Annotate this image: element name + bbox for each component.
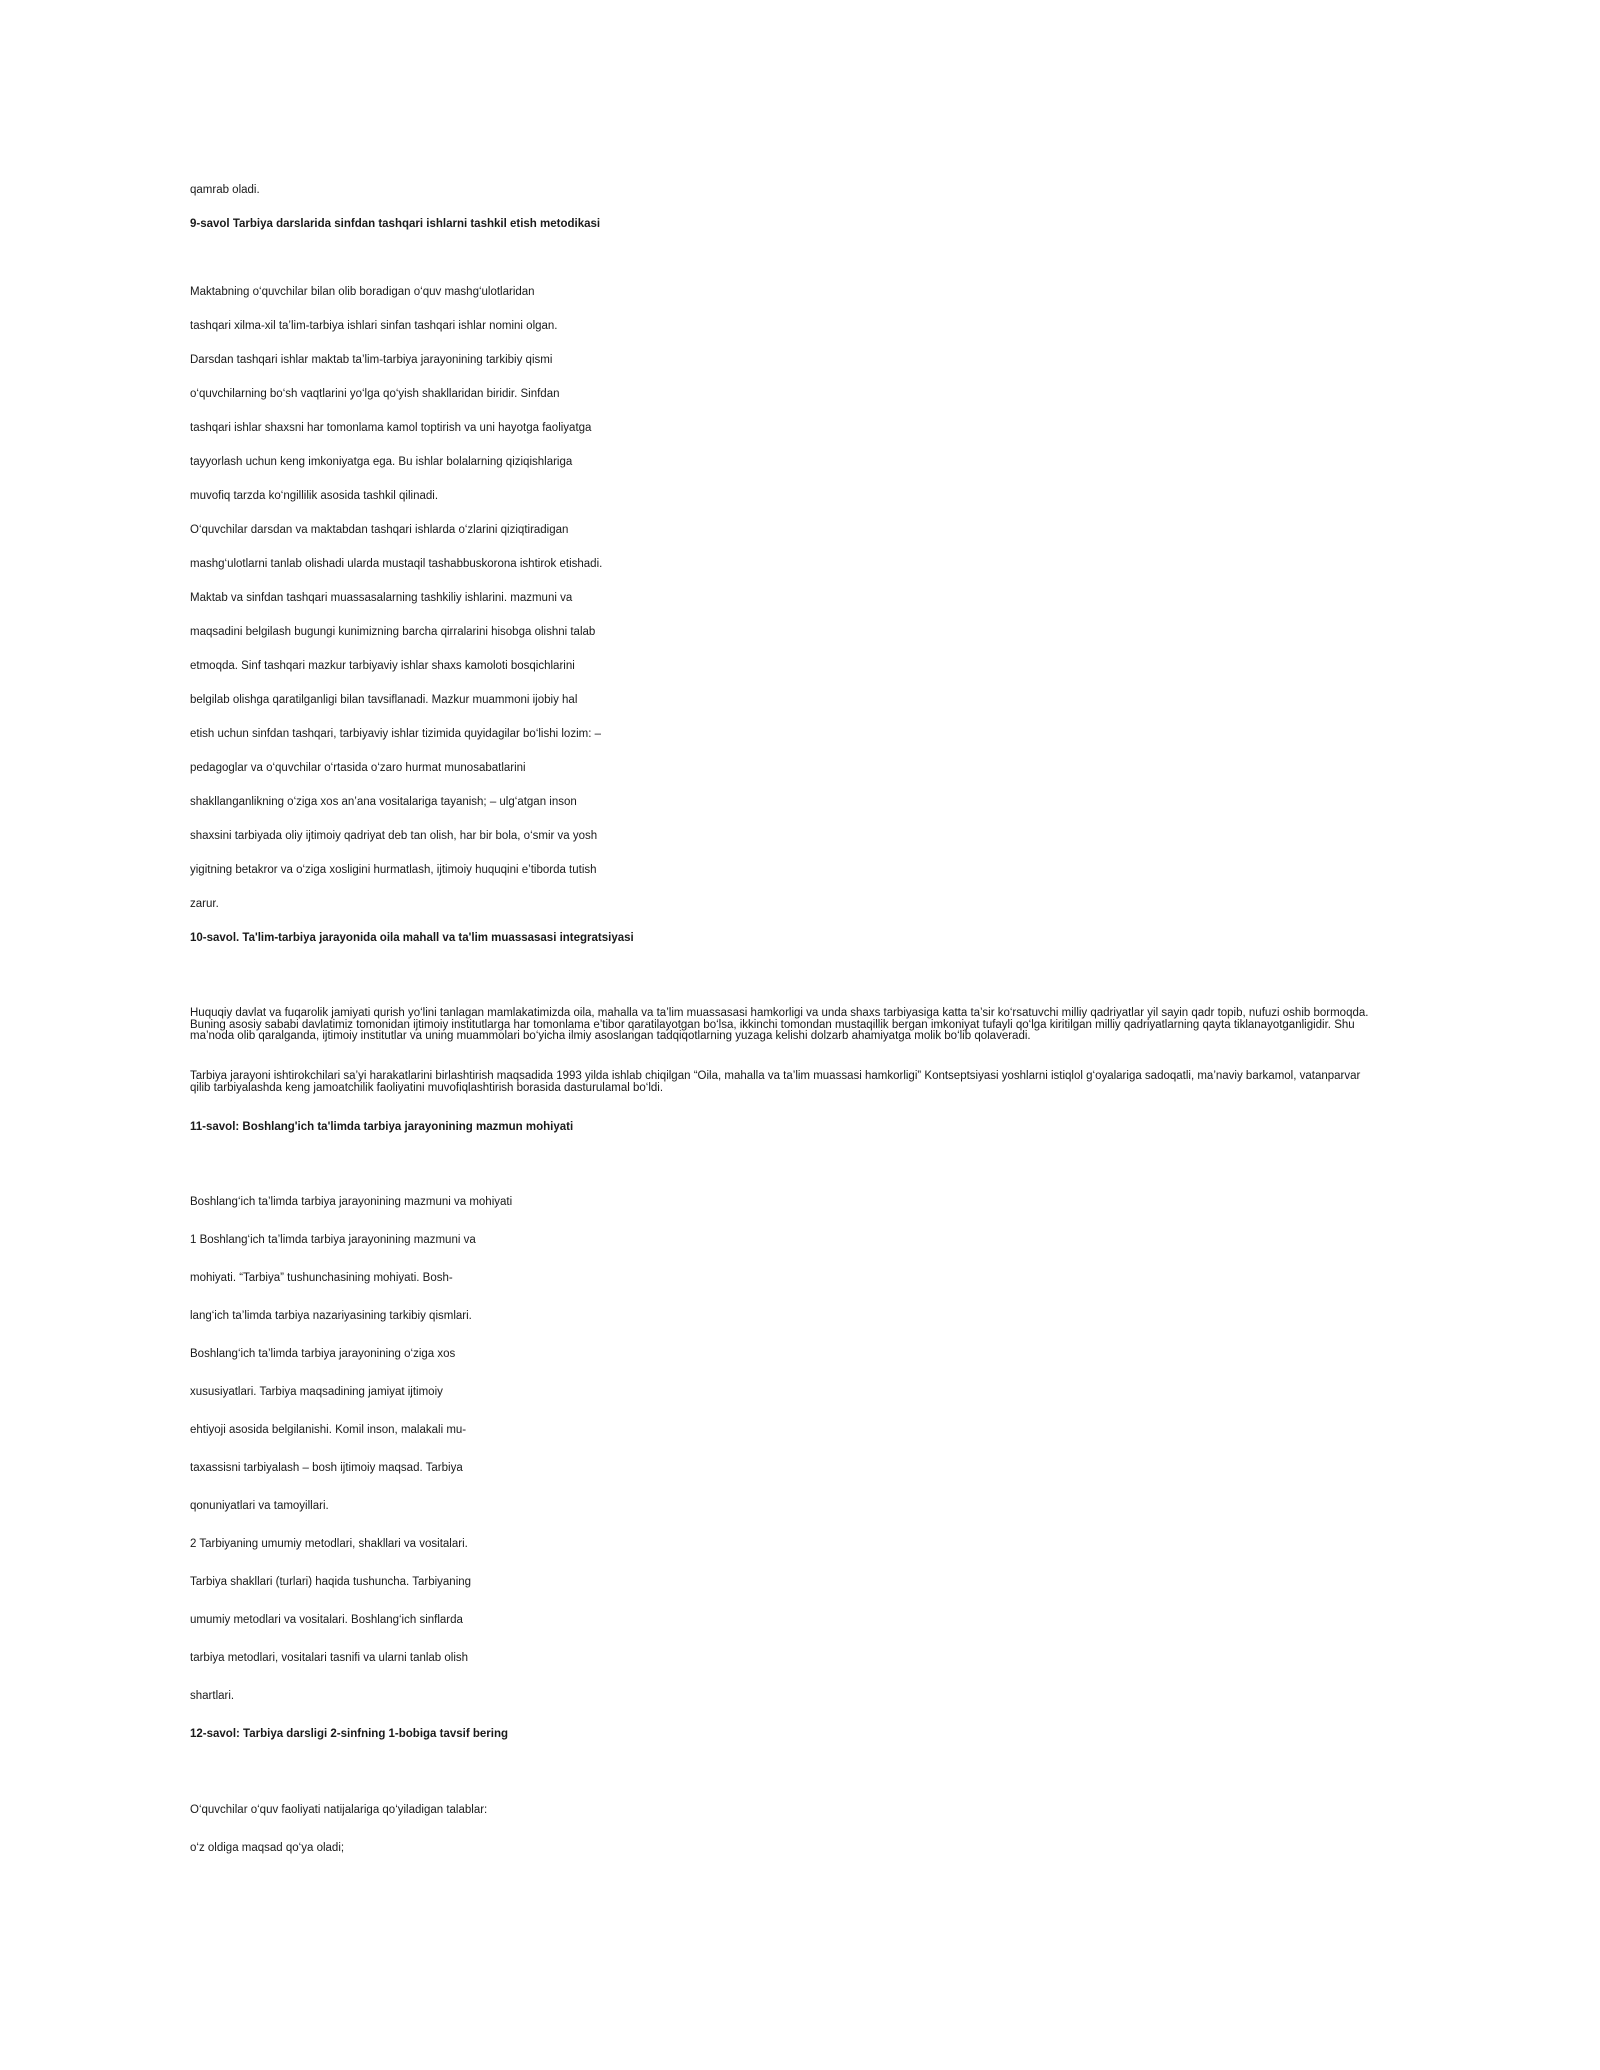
q11-line: 1 Boshlang‘ich ta’limda tarbiya jarayonining mazmuni va xyxy=(190,1234,476,1246)
q11-line: tarbiya metodlari, vositalari tasnifi va ularni tanlab olish xyxy=(190,1652,469,1664)
q9-line: tashqari xilma-xil ta’lim-tarbiya ishlari sinfan tashqari ishlar nomini olgan. xyxy=(190,320,558,332)
q9-line: shakllanganlikning o‘ziga xos an’ana vositalariga tayanish; – ulg‘atgan inson xyxy=(190,796,577,808)
q11-line: umumiy metodlari va vositalari. Boshlang‘ich sinflarda xyxy=(190,1614,463,1626)
q11-line: ehtiyoji asosida belgilanishi. Komil inson, malakali mu- xyxy=(190,1424,467,1436)
q9-line: belgilab olishga qaratilganligi bilan tavsiflanadi. Mazkur muammoni ijobiy hal xyxy=(190,694,578,706)
q11-line: 2 Tarbiyaning umumiy metodlari, shakllari va vositalari. xyxy=(190,1538,468,1550)
question-11-heading: 11-savol: Boshlang'ich ta'limda tarbiya jarayonining mazmun mohiyati xyxy=(190,1121,574,1133)
q10-paragraph-2: Tarbiya jarayoni ishtirokchilari sa’yi harakatlarini birlashtirish maqsadida 1993 yilda ishlab chiqilgan “Oila, mahalla va ta’lim muassasi hamkorligi” Kontseptsiyasi yoshlarni istiqlol g‘oyalariga sadoqatli, ma’naviy barkamol, vatanparvar qilib tarbiyalashda keng jamoatchilik faoliyatini muvofiqlashtirish borasida dasturulamal bo‘ldi. xyxy=(190,1070,1361,1094)
q9-line: Maktabning o‘quvchilar bilan olib boradigan o‘quv mashg‘ulotlaridan xyxy=(190,286,535,298)
q9-line: tayyorlash uchun keng imkoniyatga ega. Bu ishlar bolalarning qiziqishlariga xyxy=(190,456,573,468)
q9-line: zarur. xyxy=(190,898,219,910)
q9-line: etmoqda. Sinf tashqari mazkur tarbiyaviy ishlar shaxs kamoloti bosqichlarini xyxy=(190,660,575,672)
question-9-heading: 9-savol Tarbiya darslarida sinfdan tashqari ishlarni tashkil etish metodikasi xyxy=(190,218,601,230)
q11-line: shartlari. xyxy=(190,1690,235,1702)
q9-line: pedagoglar va o‘quvchilar o‘rtasida o‘zaro hurmat munosabatlarini xyxy=(190,762,526,774)
q11-line: lang‘ich ta’limda tarbiya nazariyasining tarkibiy qismlari. xyxy=(190,1310,472,1322)
question-10-heading: 10-savol. Ta'lim-tarbiya jarayonida oila mahall va ta'lim muassasasi integratsiyasi xyxy=(190,932,634,944)
q11-line: xususiyatlari. Tarbiya maqsadining jamiyat ijtimoiy xyxy=(190,1386,443,1398)
q9-line: Maktab va sinfdan tashqari muassasalarning tashkiliy ishlarini. mazmuni va xyxy=(190,592,573,604)
q9-line: maqsadini belgilash bugungi kunimizning barcha qirralarini hisobga olishni talab xyxy=(190,626,596,638)
q11-line: taxassisni tarbiyalash – bosh ijtimoiy maqsad. Tarbiya xyxy=(190,1462,463,1474)
q10-paragraph-1: Huquqiy davlat va fuqarolik jamiyati qurish yo‘lini tanlagan mamlakatimizda oila, mahalla va ta’lim muassasasi hamkorligi va unda shaxs tarbiyasiga katta ta’sir ko‘rsatuvchi milliy qadriyatlar yil sayin qadr topib, nufuzi oshib bormoqda. Buning asosiy sababi davlatimiz tomonidan ijtimoiy institutlarga har tomonlama e’tibor qaratilayotgan bo‘lsa, ikkinchi tomondan mustaqillik bergan imkoniyat tufayli qo‘lga kiritilgan milliy qadriyatlarning qayta tiklanayotganligidir. Shu ma’noda olib qaralganda, ijtimoiy institutlar va uning muammolari bo‘yicha ilmiy asoslangan tadqiqotlarning yuzaga kelishi dolzarb ahamiyatga molik bo‘lib qolaveradi. xyxy=(190,1007,1369,1042)
intro-tail: qamrab oladi. xyxy=(190,184,260,196)
q11-line: Boshlang‘ich ta’limda tarbiya jarayonining o‘ziga xos xyxy=(190,1348,456,1360)
q9-line: muvofiq tarzda ko‘ngillilik asosida tashkil qilinadi. xyxy=(190,490,439,502)
q11-line: Boshlang‘ich ta’limda tarbiya jarayonining mazmuni va mohiyati xyxy=(190,1196,513,1208)
q9-line: shaxsini tarbiyada oliy ijtimoiy qadriyat deb tan olish, har bir bola, o‘smir va yosh xyxy=(190,830,598,842)
q9-line: Darsdan tashqari ishlar maktab ta’lim-tarbiya jarayonining tarkibiy qismi xyxy=(190,354,553,366)
question-12-heading: 12-savol: Tarbiya darsligi 2-sinfning 1-bobiga tavsif bering xyxy=(190,1728,509,1740)
q9-line: tashqari ishlar shaxsni har tomonlama kamol toptirish va uni hayotga faoliyatga xyxy=(190,422,592,434)
q11-line: mohiyati. “Tarbiya” tushunchasining mohiyati. Bosh- xyxy=(190,1272,453,1284)
q9-line: yigitning betakror va o‘ziga xosligini hurmatlash, ijtimoiy huquqini e’tiborda tutish xyxy=(190,864,597,876)
q9-line: O‘quvchilar darsdan va maktabdan tashqari ishlarda o‘zlarini qiziqtiradigan xyxy=(190,524,569,536)
q12-line: o‘z oldiga maqsad qo‘ya oladi; xyxy=(190,1842,345,1854)
q9-line: etish uchun sinfdan tashqari, tarbiyaviy ishlar tizimida quyidagilar bo‘lishi lozim: – xyxy=(190,728,602,740)
q11-line: Tarbiya shakllari (turlari) haqida tushuncha. Tarbiyaning xyxy=(190,1576,472,1588)
q11-line: qonuniyatlari va tamoyillari. xyxy=(190,1500,329,1512)
q9-line: o‘quvchilarning bo‘sh vaqtlarini yo‘lga qo‘yish shakllaridan biridir. Sinfdan xyxy=(190,388,560,400)
q12-line: O‘quvchilar o‘quv faoliyati natijalariga qo‘yiladigan talablar: xyxy=(190,1804,488,1816)
q9-line: mashg‘ulotlarni tanlab olishadi ularda mustaqil tashabbuskorona ishtirok etishadi. xyxy=(190,558,603,570)
